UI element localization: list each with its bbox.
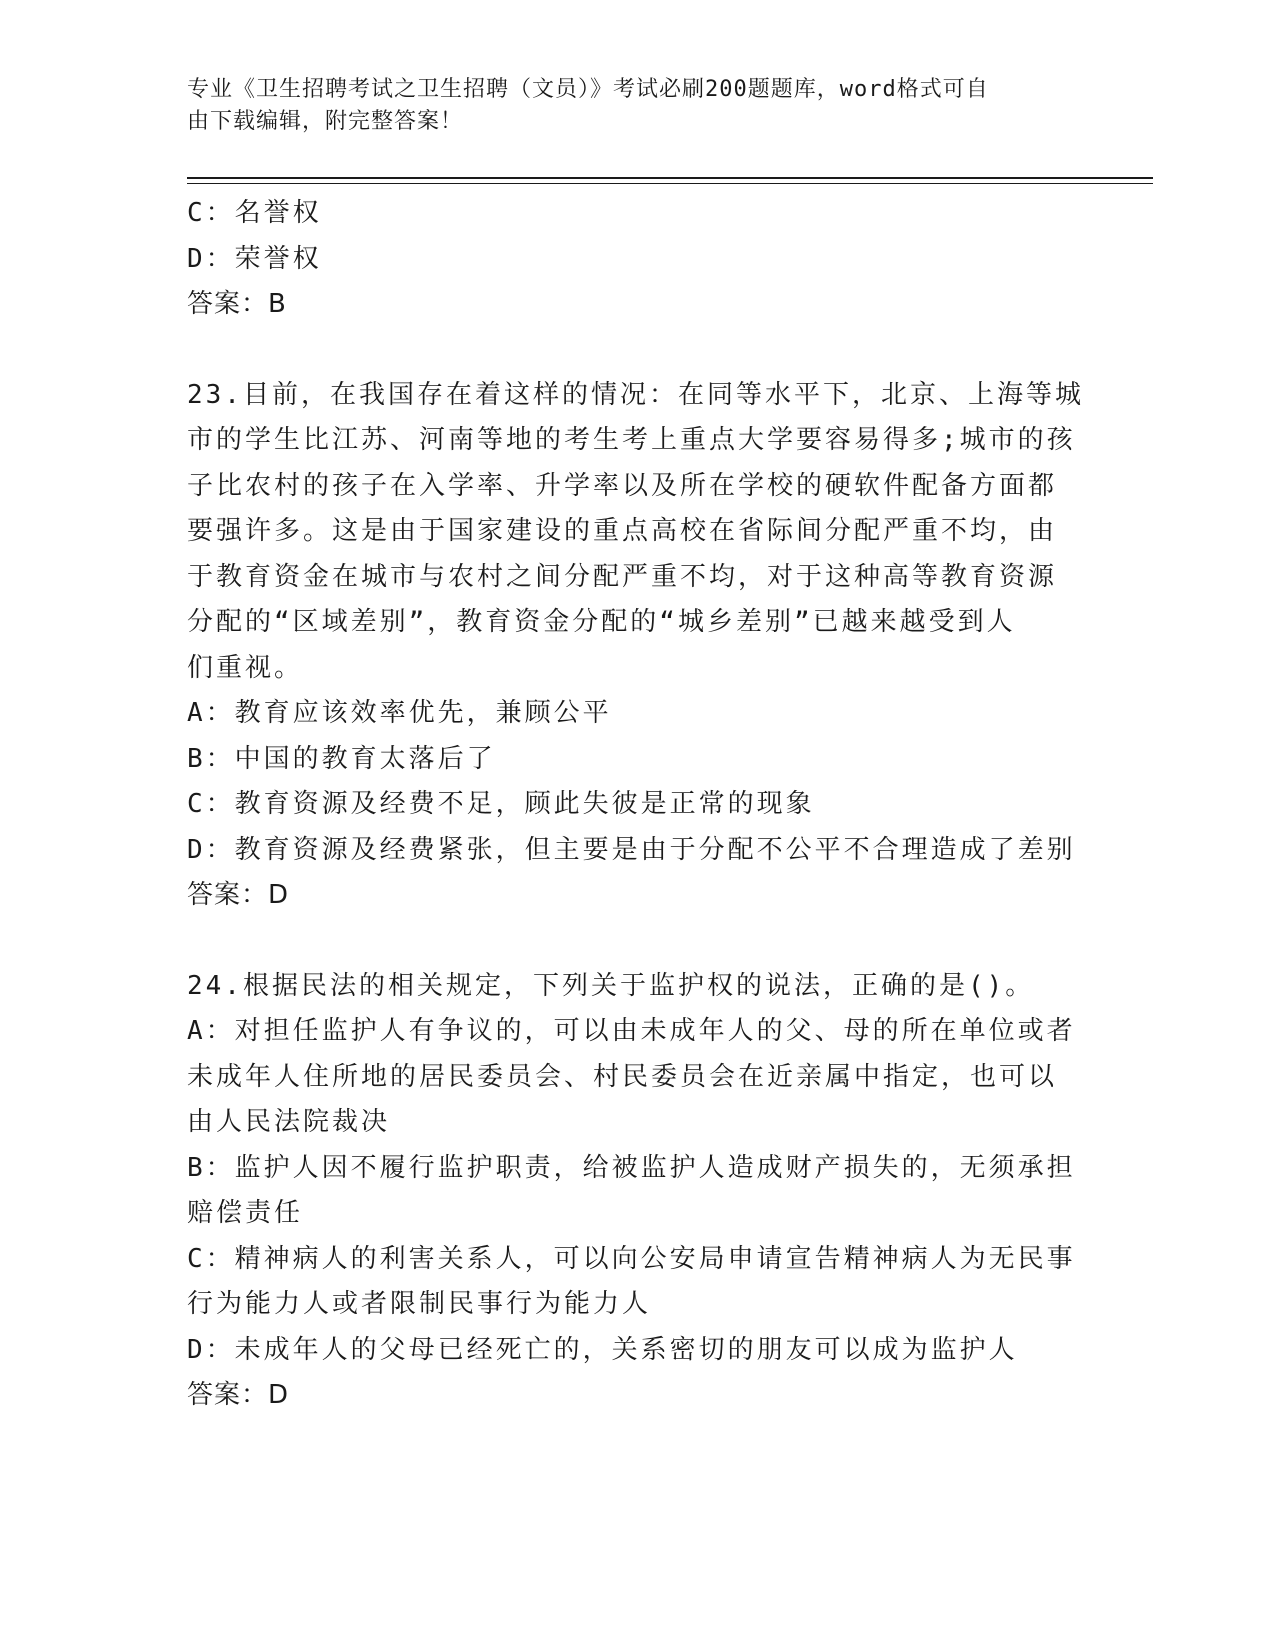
question-stem-line: 23.目前，在我国存在着这样的情况：在同等水平下，北京、上海等城 bbox=[187, 379, 1084, 410]
question-stem-line: 子比农村的孩子在入学率、升学率以及所在学校的硬软件配备方面都 bbox=[187, 470, 1058, 501]
option-a-line: A：对担任监护人有争议的，可以由未成年人的父、母的所在单位或者 bbox=[187, 1016, 1076, 1046]
option-c: C：教育资源及经费不足，顾此失彼是正常的现象 bbox=[187, 789, 815, 819]
option-b-line: B：监护人因不履行监护职责，给被监护人造成财产损失的，无须承担 bbox=[187, 1152, 1076, 1183]
option-c-line: C：精神病人的利害关系人，可以向公安局申请宣告精神病人为无民事 bbox=[187, 1243, 1076, 1274]
answer-line: 答案：B bbox=[187, 289, 287, 319]
document-header bbox=[187, 74, 1067, 138]
option-d: D：教育资源及经费紧张，但主要是由于分配不公平不合理造成了差别 bbox=[187, 834, 1076, 865]
option-a-line: 未成年人住所地的居民委员会、村民委员会在近亲属中指定，也可以 bbox=[187, 1061, 1058, 1092]
question-stem-line: 分配的“区域差别”，教育资金分配的“城乡差别”已越来越受到人 bbox=[187, 607, 1016, 637]
option-b-line: 赔偿责任 bbox=[187, 1198, 304, 1228]
header-divider-thin bbox=[187, 183, 1153, 184]
prev-question-tail bbox=[187, 191, 1077, 328]
question-stem-line: 市的学生比江苏、河南等地的考生考上重点大学要容易得多;城市的孩 bbox=[187, 425, 1076, 455]
header-line-2: 由下载编辑，附完整答案！ bbox=[187, 109, 464, 134]
header-divider-thick bbox=[187, 177, 1153, 179]
question-24 bbox=[187, 964, 1077, 1419]
option-c-line: 行为能力人或者限制民事行为能力人 bbox=[187, 1289, 652, 1319]
question-stem-line: 于教育资金在城市与农村之间分配严重不均，对于这种高等教育资源 bbox=[187, 561, 1058, 592]
option-d: D：未成年人的父母已经死亡的，关系密切的朋友可以成为监护人 bbox=[187, 1334, 1018, 1365]
option-d: D：荣誉权 bbox=[187, 243, 322, 274]
answer-line: 答案：D bbox=[187, 880, 290, 910]
question-stem-line: 要强许多。这是由于国家建设的重点高校在省际间分配严重不均，由 bbox=[187, 516, 1058, 546]
document-body bbox=[187, 191, 1084, 1464]
header-line-1: 专业《卫生招聘考试之卫生招聘（文员）》考试必刷200题题库，word格式可自 bbox=[187, 77, 989, 102]
answer-line: 答案：D bbox=[187, 1380, 290, 1410]
question-stem-line: 们重视。 bbox=[187, 652, 304, 683]
option-c: C：名誉权 bbox=[187, 198, 322, 228]
question-23 bbox=[187, 373, 1084, 919]
question-stem-line: 24.根据民法的相关规定，下列关于监护权的说法，正确的是()。 bbox=[187, 970, 1035, 1001]
option-b: B：中国的教育太落后了 bbox=[187, 743, 496, 774]
option-a: A：教育应该效率优先，兼顾公平 bbox=[187, 698, 612, 728]
option-a-line: 由人民法院裁决 bbox=[187, 1107, 391, 1137]
